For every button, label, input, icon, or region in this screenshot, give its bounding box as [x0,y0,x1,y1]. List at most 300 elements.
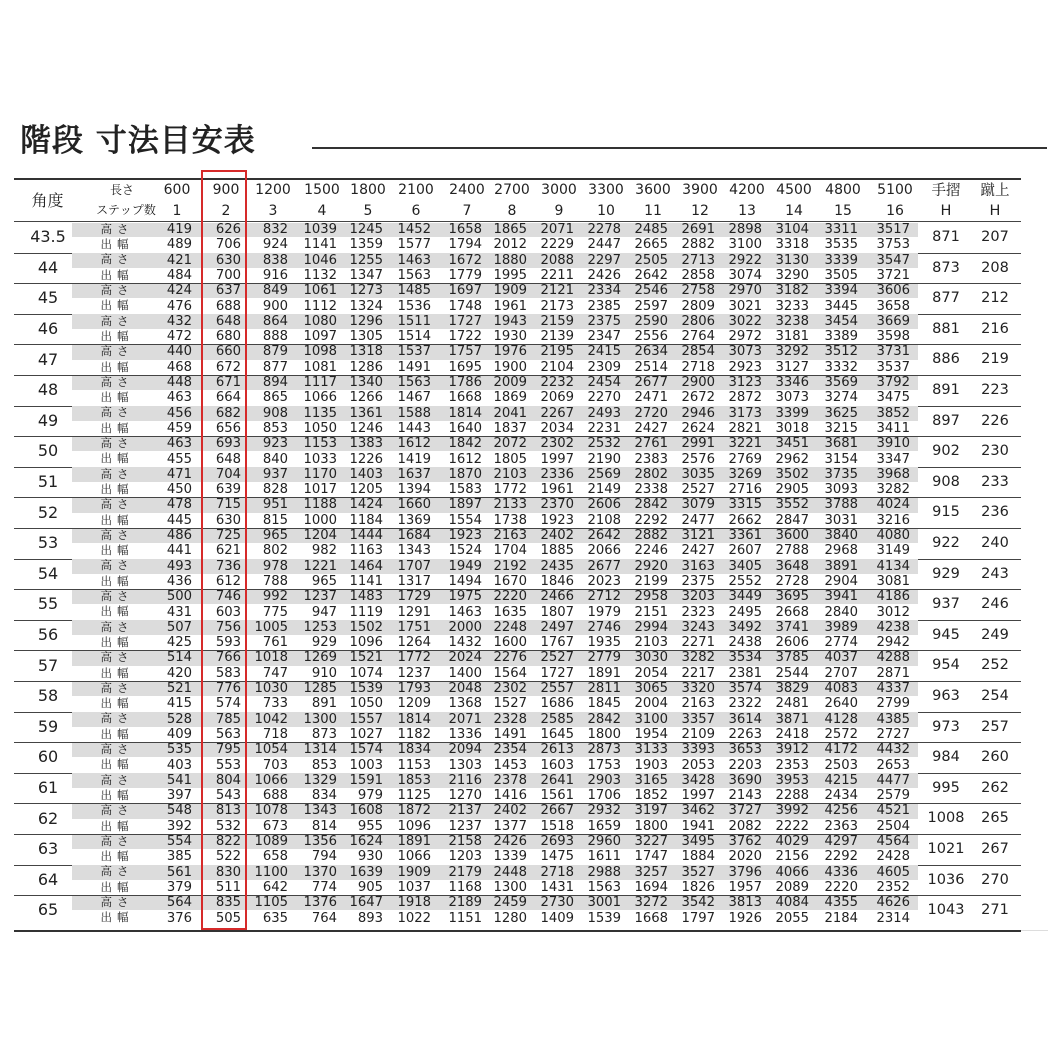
height-value: 3451 [775,436,809,452]
width-value: 924 [262,237,288,253]
step-header: 9 [554,202,564,219]
width-value: 563 [215,726,241,742]
height-value: 2569 [587,466,621,482]
height-value: 2873 [587,742,621,758]
height-value: 2677 [634,375,668,391]
width-value: 1995 [493,267,527,283]
kickup-value: 246 [981,596,1009,613]
height-value: 3346 [775,375,809,391]
height-value: 2071 [448,711,482,727]
height-value: 1269 [303,650,337,666]
width-value: 2504 [876,818,910,834]
width-value: 794 [311,849,337,865]
angle-value: 57 [37,655,59,675]
height-value: 1975 [448,589,482,605]
width-value: 2552 [728,573,762,589]
height-value: 2328 [493,711,527,727]
width-value: 680 [215,329,241,345]
width-value: 1182 [397,726,431,742]
width-value: 2544 [775,665,809,681]
height-value: 2232 [540,375,574,391]
height-value: 3311 [824,222,858,238]
height-value: 3227 [634,834,668,850]
height-value: 3394 [824,283,858,299]
height-value: 2667 [540,803,574,819]
height-value: 3796 [728,864,762,880]
width-value: 1564 [493,665,527,681]
angle-value: 53 [37,533,59,553]
height-value: 456 [166,405,192,421]
width-value: 2211 [540,267,574,283]
height-value: 2116 [448,772,482,788]
width-value: 3332 [824,359,858,375]
width-value: 2707 [824,665,858,681]
width-value: 905 [357,879,383,895]
height-value: 3517 [876,222,910,238]
width-value: 840 [262,451,288,467]
length-header: 1800 [350,181,386,198]
height-value: 1639 [349,864,383,880]
width-value: 3445 [824,298,858,314]
height-value: 2009 [493,375,527,391]
height-value: 2195 [540,344,574,360]
width-value: 1305 [349,329,383,345]
height-value: 1870 [448,466,482,482]
height-value: 3502 [775,466,809,482]
handrail-value: 929 [932,565,960,582]
width-value: 1050 [349,696,383,712]
width-value: 2962 [775,451,809,467]
height-value: 3941 [824,589,858,605]
handrail-value: 1036 [927,871,965,888]
height-value: 1814 [397,711,431,727]
width-value: 1524 [448,543,482,559]
handrail-value: 873 [932,259,960,276]
width-value: 2143 [728,788,762,804]
width-value: 1237 [448,818,482,834]
width-value: 1037 [397,879,431,895]
width-value: 2728 [775,573,809,589]
height-value: 1370 [303,864,337,880]
width-value: 3233 [775,298,809,314]
height-value: 2634 [634,344,668,360]
width-value: 865 [262,390,288,406]
height-value: 4128 [824,711,858,727]
height-value: 2606 [587,497,621,513]
height-value: 1485 [397,283,431,299]
width-value: 468 [166,359,192,375]
width-value: 2055 [775,910,809,926]
height-value: 1117 [303,375,337,391]
width-value: 450 [166,482,192,498]
angle-header: 角度 [31,191,64,210]
width-value: 877 [262,359,288,375]
row-label-width: 出幅 [100,573,134,588]
height-value: 432 [166,313,192,329]
width-value: 788 [262,573,288,589]
width-value: 1203 [448,849,482,865]
height-value: 2072 [493,436,527,452]
height-value: 4186 [876,589,910,605]
row-label-height: 高さ [100,803,134,818]
row-label-height: 高さ [100,405,134,420]
width-value: 979 [357,788,383,804]
height-value: 3648 [775,558,809,574]
height-value: 440 [166,344,192,360]
row-label-height: 高さ [100,711,134,726]
handrail-value: 1008 [927,810,965,827]
height-value: 3910 [876,436,910,452]
length-header: 900 [212,181,240,198]
width-value: 2139 [540,329,574,345]
width-value: 2640 [824,696,858,712]
width-value: 1022 [397,910,431,926]
width-value: 2220 [824,879,858,895]
height-value: 3792 [876,375,910,391]
width-value: 1000 [303,512,337,528]
height-value: 1340 [349,375,383,391]
row-label-width: 出幅 [100,849,134,864]
height-value: 4256 [824,803,858,819]
angle-value: 51 [37,472,59,492]
width-value: 603 [215,604,241,620]
length-header: 3000 [541,181,577,198]
height-value: 3813 [728,895,762,911]
height-value: 3534 [728,650,762,666]
width-value: 2322 [728,696,762,712]
width-value: 2383 [634,451,668,467]
height-value: 2454 [587,375,621,391]
height-value: 2133 [493,497,527,513]
angle-value: 49 [37,410,59,430]
height-value: 3320 [681,681,715,697]
width-value: 2597 [634,298,668,314]
kickup-value: 226 [981,412,1009,429]
height-value: 2336 [540,466,574,482]
width-value: 947 [311,604,337,620]
height-value: 2802 [634,466,668,482]
height-value: 3123 [728,375,762,391]
width-value: 2503 [824,757,858,773]
length-header: 1500 [304,181,340,198]
height-value: 1444 [349,528,383,544]
height-value: 3462 [681,803,715,819]
height-value: 2585 [540,711,574,727]
width-value: 3154 [824,451,858,467]
height-value: 4337 [876,681,910,697]
kickup-value: 262 [981,779,1009,796]
kickup-value: 270 [981,871,1009,888]
width-value: 1237 [397,665,431,681]
angle-value: 52 [37,502,59,522]
height-value: 3104 [775,222,809,238]
height-value: 4477 [876,772,910,788]
row-label-height: 高さ [100,313,134,328]
height-value: 756 [215,619,241,635]
height-value: 486 [166,528,192,544]
width-value: 1097 [303,329,337,345]
length-header: 3300 [588,181,624,198]
height-value: 1697 [448,283,482,299]
width-value: 1668 [634,910,668,926]
row-label-height: 高さ [100,374,134,389]
height-value: 1424 [349,497,383,513]
width-value: 2375 [681,573,715,589]
kickup-value: 254 [981,688,1009,705]
height-value: 1511 [397,313,431,329]
height-value: 1153 [303,436,337,452]
angle-value: 60 [37,747,59,767]
height-value: 3030 [634,650,668,666]
width-value: 3658 [876,298,910,314]
width-value: 543 [215,788,241,804]
height-value: 2994 [634,619,668,635]
width-value: 2821 [728,420,762,436]
width-value: 2020 [728,849,762,865]
height-value: 1300 [303,711,337,727]
height-value: 2613 [540,742,574,758]
handrail-value: 891 [932,382,960,399]
width-value: 2069 [540,390,574,406]
width-value: 1491 [397,359,431,375]
handrail-unit: H [940,202,952,219]
height-value: 3257 [634,864,668,880]
row-label-height: 高さ [100,864,134,879]
width-value: 2089 [775,879,809,895]
row-label-width: 出幅 [100,604,134,619]
height-value: 1923 [448,528,482,544]
width-value: 489 [166,237,192,253]
handrail-header: 手摺 [931,182,961,199]
width-value: 476 [166,298,192,314]
width-value: 1431 [540,879,574,895]
height-value: 4029 [775,834,809,850]
width-value: 834 [311,788,337,804]
height-value: 3221 [728,436,762,452]
row-label-width: 出幅 [100,451,134,466]
width-value: 1670 [493,573,527,589]
height-value: 2960 [587,834,621,850]
height-value: 2000 [448,619,482,635]
step-header: 3 [268,202,278,219]
width-value: 1168 [448,879,482,895]
width-value: 672 [215,359,241,375]
width-value: 1935 [587,635,621,651]
width-value: 463 [166,390,192,406]
width-value: 1514 [397,329,431,345]
height-value: 1273 [349,283,383,299]
height-value: 2192 [493,558,527,574]
width-value: 3535 [824,237,858,253]
height-value: 1188 [303,497,337,513]
height-value: 1588 [397,405,431,421]
height-value: 3454 [824,313,858,329]
height-value: 2276 [493,650,527,666]
height-value: 4172 [824,742,858,758]
height-value: 1660 [397,497,431,513]
row-label-width: 出幅 [100,298,134,313]
height-value: 554 [166,834,192,850]
height-value: 3079 [681,497,715,513]
width-value: 2727 [876,726,910,742]
height-value: 2527 [540,650,574,666]
step-header: 12 [691,202,709,219]
height-value: 1221 [303,558,337,574]
kickup-value: 257 [981,718,1009,735]
width-value: 1611 [587,849,621,865]
height-value: 3282 [681,650,715,666]
height-value: 1909 [397,864,431,880]
width-value: 409 [166,726,192,742]
kickup-value: 212 [981,290,1009,307]
height-value: 3272 [634,895,668,911]
row-label-width: 出幅 [100,726,134,741]
height-value: 2900 [681,375,715,391]
height-value: 493 [166,558,192,574]
row-label-width: 出幅 [100,512,134,527]
width-value: 1151 [448,910,482,926]
width-value: 1645 [540,726,574,742]
width-value: 459 [166,420,192,436]
height-value: 4521 [876,803,910,819]
height-value: 704 [215,466,241,482]
width-value: 1119 [349,604,383,620]
height-value: 2048 [448,681,482,697]
width-value: 700 [215,267,241,283]
angle-value: 65 [37,900,59,920]
row-label-height: 高さ [100,650,134,665]
width-value: 1704 [493,543,527,559]
height-value: 3173 [728,405,762,421]
width-value: 1066 [397,849,431,865]
width-value: 2769 [728,451,762,467]
width-value: 1668 [448,390,482,406]
width-value: 1141 [349,573,383,589]
angle-value: 62 [37,808,59,828]
width-value: 2203 [728,757,762,773]
width-value: 2338 [634,482,668,498]
row-label-width: 出幅 [100,543,134,558]
height-value: 746 [215,589,241,605]
height-value: 3690 [728,772,762,788]
width-value: 3149 [876,543,910,559]
width-value: 1153 [397,757,431,773]
height-value: 4024 [876,497,910,513]
width-value: 441 [166,543,192,559]
handrail-value: 902 [932,443,960,460]
table-bottom-rule-extension [1021,930,1048,931]
height-value: 2426 [493,834,527,850]
width-value: 2438 [728,635,762,651]
height-value: 3495 [681,834,715,850]
width-value: 1747 [634,849,668,865]
width-value: 1753 [587,757,621,773]
width-value: 1961 [493,298,527,314]
width-value: 2381 [728,665,762,681]
height-value: 1314 [303,742,337,758]
height-value: 2094 [448,742,482,758]
width-value: 2774 [824,635,858,651]
width-value: 2246 [634,543,668,559]
width-value: 1797 [681,910,715,926]
step-header: 10 [597,202,615,219]
height-value: 3449 [728,589,762,605]
height-value: 766 [215,650,241,666]
row-label-width: 出幅 [100,665,134,680]
width-value: 1800 [634,818,668,834]
width-value: 2323 [681,604,715,620]
width-value: 1885 [540,543,574,559]
width-value: 2427 [634,420,668,436]
height-value: 1100 [254,864,288,880]
height-value: 965 [262,528,288,544]
width-value: 1066 [303,390,337,406]
width-value: 1286 [349,359,383,375]
width-value: 1695 [448,359,482,375]
height-value: 2546 [634,283,668,299]
height-value: 4297 [824,834,858,850]
height-value: 1608 [349,803,383,819]
width-value: 3074 [728,267,762,283]
width-value: 1612 [448,451,482,467]
height-value: 471 [166,466,192,482]
width-value: 1491 [493,726,527,742]
height-value: 3339 [824,252,858,268]
height-value: 3871 [775,711,809,727]
height-value: 1909 [493,283,527,299]
height-value: 1089 [254,834,288,850]
width-value: 1884 [681,849,715,865]
width-value: 1767 [540,635,574,651]
height-value: 3238 [775,313,809,329]
height-value: 1296 [349,313,383,329]
height-value: 2557 [540,681,574,697]
width-value: 1686 [540,696,574,712]
width-value: 828 [262,482,288,498]
width-value: 1603 [540,757,574,773]
height-value: 3243 [681,619,715,635]
width-value: 1050 [303,420,337,436]
width-value: 1527 [493,696,527,712]
height-value: 1098 [303,344,337,360]
width-value: 1926 [728,910,762,926]
height-value: 1537 [397,344,431,360]
height-value: 2448 [493,864,527,880]
height-value: 2970 [728,283,762,299]
height-value: 548 [166,803,192,819]
height-value: 832 [262,222,288,238]
width-value: 455 [166,451,192,467]
width-value: 1467 [397,390,431,406]
height-value: 2354 [493,742,527,758]
height-value: 3035 [681,466,715,482]
height-value: 630 [215,252,241,268]
width-value: 1463 [448,604,482,620]
width-value: 639 [215,482,241,498]
width-value: 853 [311,757,337,773]
height-value: 2932 [587,803,621,819]
step-header: 1 [172,202,182,219]
angle-value: 45 [37,288,59,308]
height-value: 4626 [876,895,910,911]
height-value: 2590 [634,313,668,329]
height-value: 2402 [540,528,574,544]
height-value: 3073 [728,344,762,360]
height-value: 1842 [448,436,482,452]
height-value: 1786 [448,375,482,391]
height-value: 1539 [349,681,383,697]
width-value: 1494 [448,573,482,589]
